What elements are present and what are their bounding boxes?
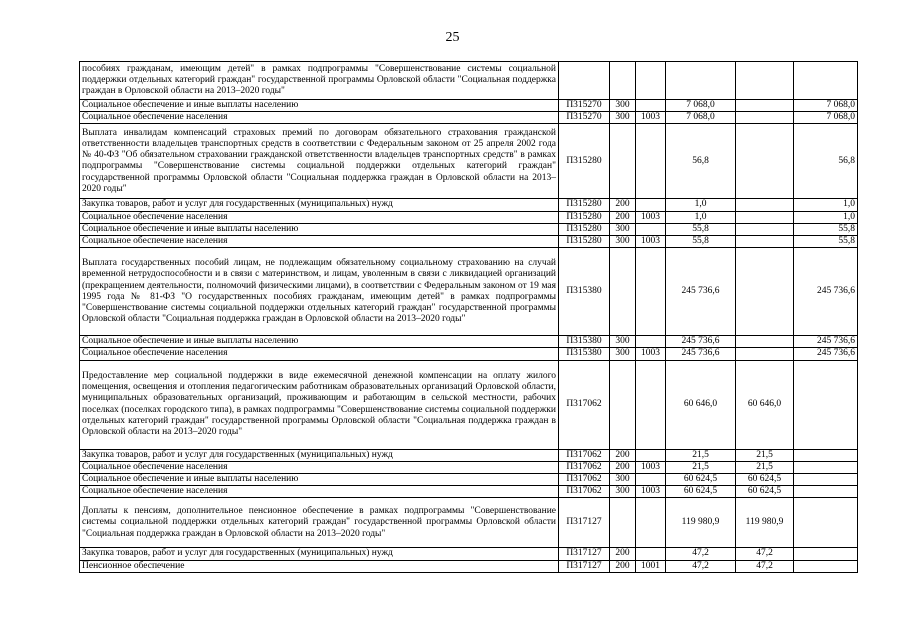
amount-federal: 119 980,9 (736, 498, 794, 548)
amount-total: 47,2 (666, 548, 736, 560)
amount-total: 21,5 (666, 449, 736, 461)
table-body (80, 62, 858, 573)
table-row (80, 100, 858, 112)
amount-regional (794, 62, 858, 100)
subsection-code (636, 248, 666, 336)
amount-federal (736, 223, 794, 235)
target-code: П315270 (559, 112, 610, 124)
expense-type: 200 (610, 461, 636, 473)
expense-type (610, 124, 636, 199)
amount-regional: 245 736,6 (794, 348, 858, 360)
row-name: Социальное обеспечение населения (80, 112, 559, 124)
expense-type: 300 (610, 236, 636, 248)
table-row (80, 62, 858, 100)
expense-type: 300 (610, 486, 636, 498)
amount-federal: 21,5 (736, 461, 794, 473)
amount-federal (736, 211, 794, 223)
table-row (80, 199, 858, 211)
amount-federal: 21,5 (736, 449, 794, 461)
subsection-code: 1003 (636, 486, 666, 498)
subsection-code (636, 548, 666, 560)
expense-type (610, 62, 636, 100)
subsection-code (636, 449, 666, 461)
amount-total: 245 736,6 (666, 348, 736, 360)
amount-regional: 7 068,0 (794, 112, 858, 124)
table-row (80, 486, 858, 498)
expense-type: 200 (610, 449, 636, 461)
row-name: Закупка товаров, работ и услуг для государственных (муниципальных) нужд (80, 199, 559, 211)
row-name: Социальное обеспечение населения (80, 236, 559, 248)
subsection-code (636, 100, 666, 112)
subsection-code (636, 360, 666, 449)
table-row (80, 360, 858, 449)
target-code (559, 62, 610, 100)
expense-type: 300 (610, 336, 636, 348)
amount-total: 60 646,0 (666, 360, 736, 449)
amount-regional (794, 486, 858, 498)
amount-federal: 47,2 (736, 560, 794, 572)
amount-federal (736, 248, 794, 336)
amount-federal (736, 124, 794, 199)
target-code: П315270 (559, 100, 610, 112)
row-name: Пенсионное обеспечение (80, 560, 559, 572)
table-row (80, 336, 858, 348)
target-code: П317062 (559, 449, 610, 461)
row-name: Социальное обеспечение населения (80, 348, 559, 360)
amount-regional: 245 736,6 (794, 336, 858, 348)
amount-federal: 60 624,5 (736, 474, 794, 486)
target-code: П317062 (559, 486, 610, 498)
table-row (80, 474, 858, 486)
table-row (80, 548, 858, 560)
subsection-code (636, 498, 666, 548)
table-row (80, 449, 858, 461)
target-code: П315280 (559, 211, 610, 223)
amount-regional (794, 560, 858, 572)
amount-total: 245 736,6 (666, 248, 736, 336)
amount-regional: 1,0 (794, 211, 858, 223)
amount-total: 55,8 (666, 223, 736, 235)
amount-federal: 47,2 (736, 548, 794, 560)
expense-type (610, 498, 636, 548)
amount-federal (736, 100, 794, 112)
target-code: П317062 (559, 461, 610, 473)
expense-type: 200 (610, 211, 636, 223)
amount-total (666, 62, 736, 100)
target-code: П315280 (559, 199, 610, 211)
table-row (80, 236, 858, 248)
amount-regional: 7 068,0 (794, 100, 858, 112)
target-code: П315280 (559, 223, 610, 235)
target-code: П315380 (559, 248, 610, 336)
page-number: 25 (445, 30, 460, 45)
expense-type (610, 360, 636, 449)
amount-total: 7 068,0 (666, 100, 736, 112)
row-name: Социальное обеспечение населения (80, 211, 559, 223)
amount-federal: 60 624,5 (736, 486, 794, 498)
amount-regional: 55,8 (794, 223, 858, 235)
amount-total: 119 980,9 (666, 498, 736, 548)
amount-federal (736, 336, 794, 348)
target-code: П315380 (559, 336, 610, 348)
table-row (80, 498, 858, 548)
table-row (80, 461, 858, 473)
expense-type: 300 (610, 112, 636, 124)
row-name: Доплаты к пенсиям, дополнительное пенсионное обеспечение в рамках подпрограммы "Совершенствование системы социальной поддержки отдельных категорий граждан" государственной программы Орловской области "Социальная поддержка граждан в Орловской области на 2013–2020 годы" (80, 498, 559, 548)
table-row (80, 211, 858, 223)
amount-total: 1,0 (666, 199, 736, 211)
row-name: Предоставление мер социальной поддержки в виде ежемесячной денежной компенсации на оплату жилого помещения, освещения и отопления педагогическим работникам образовательных организаций Орловской области, муниципальных образовательных организаций, проживающим и работающим в сельской местности, рабочих поселках (поселках городского типа), в рамках подпрограммы "Совершенствование системы социальной поддержки отдельных категорий граждан" государственной программы Орловской области "Социальная поддержка граждан в Орловской области на 2013–2020 годы" (80, 360, 559, 449)
row-name: Закупка товаров, работ и услуг для государственных (муниципальных) нужд (80, 548, 559, 560)
subsection-code (636, 474, 666, 486)
expense-type: 300 (610, 100, 636, 112)
table-row (80, 124, 858, 199)
target-code: П317062 (559, 360, 610, 449)
row-name: Социальное обеспечение и иные выплаты населению (80, 474, 559, 486)
target-code: П315380 (559, 348, 610, 360)
row-name: пособиях гражданам, имеющим детей" в рамках подпрограммы "Совершенствование системы социальной поддержки отдельных категорий граждан" государственной программы Орловской области "Социальная поддержка граждан в Орловской области на 2013–2020 годы" (80, 62, 559, 100)
subsection-code: 1003 (636, 461, 666, 473)
row-name: Социальное обеспечение и иные выплаты населению (80, 100, 559, 112)
amount-regional: 55,8 (794, 236, 858, 248)
subsection-code: 1003 (636, 348, 666, 360)
amount-regional (794, 449, 858, 461)
row-name: Социальное обеспечение и иные выплаты населению (80, 336, 559, 348)
table-row (80, 223, 858, 235)
subsection-code (636, 223, 666, 235)
amount-regional (794, 461, 858, 473)
amount-total: 47,2 (666, 560, 736, 572)
target-code: П317127 (559, 498, 610, 548)
amount-federal (736, 199, 794, 211)
amount-total: 55,8 (666, 236, 736, 248)
amount-regional (794, 474, 858, 486)
row-name: Социальное обеспечение и иные выплаты населению (80, 223, 559, 235)
amount-federal (736, 236, 794, 248)
budget-table (79, 61, 858, 573)
expense-type: 300 (610, 348, 636, 360)
amount-federal (736, 62, 794, 100)
target-code: П317062 (559, 474, 610, 486)
amount-total: 1,0 (666, 211, 736, 223)
amount-regional: 56,8 (794, 124, 858, 199)
target-code: П315280 (559, 236, 610, 248)
amount-regional: 1,0 (794, 199, 858, 211)
subsection-code (636, 124, 666, 199)
subsection-code: 1003 (636, 236, 666, 248)
amount-total: 60 624,5 (666, 486, 736, 498)
amount-federal: 60 646,0 (736, 360, 794, 449)
target-code: П317127 (559, 548, 610, 560)
expense-type: 200 (610, 199, 636, 211)
subsection-code: 1001 (636, 560, 666, 572)
subsection-code (636, 336, 666, 348)
amount-total: 7 068,0 (666, 112, 736, 124)
subsection-code: 1003 (636, 112, 666, 124)
expense-type (610, 248, 636, 336)
table-row (80, 112, 858, 124)
row-name: Социальное обеспечение населения (80, 461, 559, 473)
table-row (80, 560, 858, 572)
amount-total: 245 736,6 (666, 336, 736, 348)
table-row (80, 348, 858, 360)
target-code: П317127 (559, 560, 610, 572)
amount-regional (794, 360, 858, 449)
target-code: П315280 (559, 124, 610, 199)
subsection-code (636, 199, 666, 211)
expense-type: 200 (610, 548, 636, 560)
row-name: Выплата государственных пособий лицам, не подлежащим обязательному социальному страхованию на случай временной нетрудоспособности и в связи с материнством, и лицам, уволенным в связи с ликвидацией организаций (прекращением деятельности, полномочий физическими лицами), в соответствии с Федеральным законом от 19 мая 1995 года № 81-ФЗ "О государственных пособиях гражданам, имеющим детей" в рамках подпрограммы "Совершенствование системы социальной поддержки отдельных категорий граждан" государственной программы Орловской области "Социальная поддержка граждан в Орловской области на 2013–2020 годы" (80, 248, 559, 336)
amount-total: 60 624,5 (666, 474, 736, 486)
expense-type: 300 (610, 474, 636, 486)
amount-federal (736, 348, 794, 360)
amount-regional (794, 498, 858, 548)
expense-type: 300 (610, 223, 636, 235)
amount-total: 21,5 (666, 461, 736, 473)
row-name: Закупка товаров, работ и услуг для государственных (муниципальных) нужд (80, 449, 559, 461)
amount-regional: 245 736,6 (794, 248, 858, 336)
amount-regional (794, 548, 858, 560)
row-name: Выплата инвалидам компенсаций страховых премий по договорам обязательного страхования гражданской ответственности владельцев транспортных средств в соответствии с Федеральным законом от 25 апреля 2002 года № 40-ФЗ "Об обязательном страховании гражданской ответственности владельцев транспортных средств" в рамках подпрограммы "Совершенствование системы социальной поддержки отдельных категорий граждан" государственной программы Орловской области "Социальная поддержка граждан в Орловской области на 2013–2020 годы" (80, 124, 559, 199)
subsection-code (636, 62, 666, 100)
expense-type: 200 (610, 560, 636, 572)
amount-federal (736, 112, 794, 124)
amount-total: 56,8 (666, 124, 736, 199)
table-row (80, 248, 858, 336)
subsection-code: 1003 (636, 211, 666, 223)
row-name: Социальное обеспечение населения (80, 486, 559, 498)
